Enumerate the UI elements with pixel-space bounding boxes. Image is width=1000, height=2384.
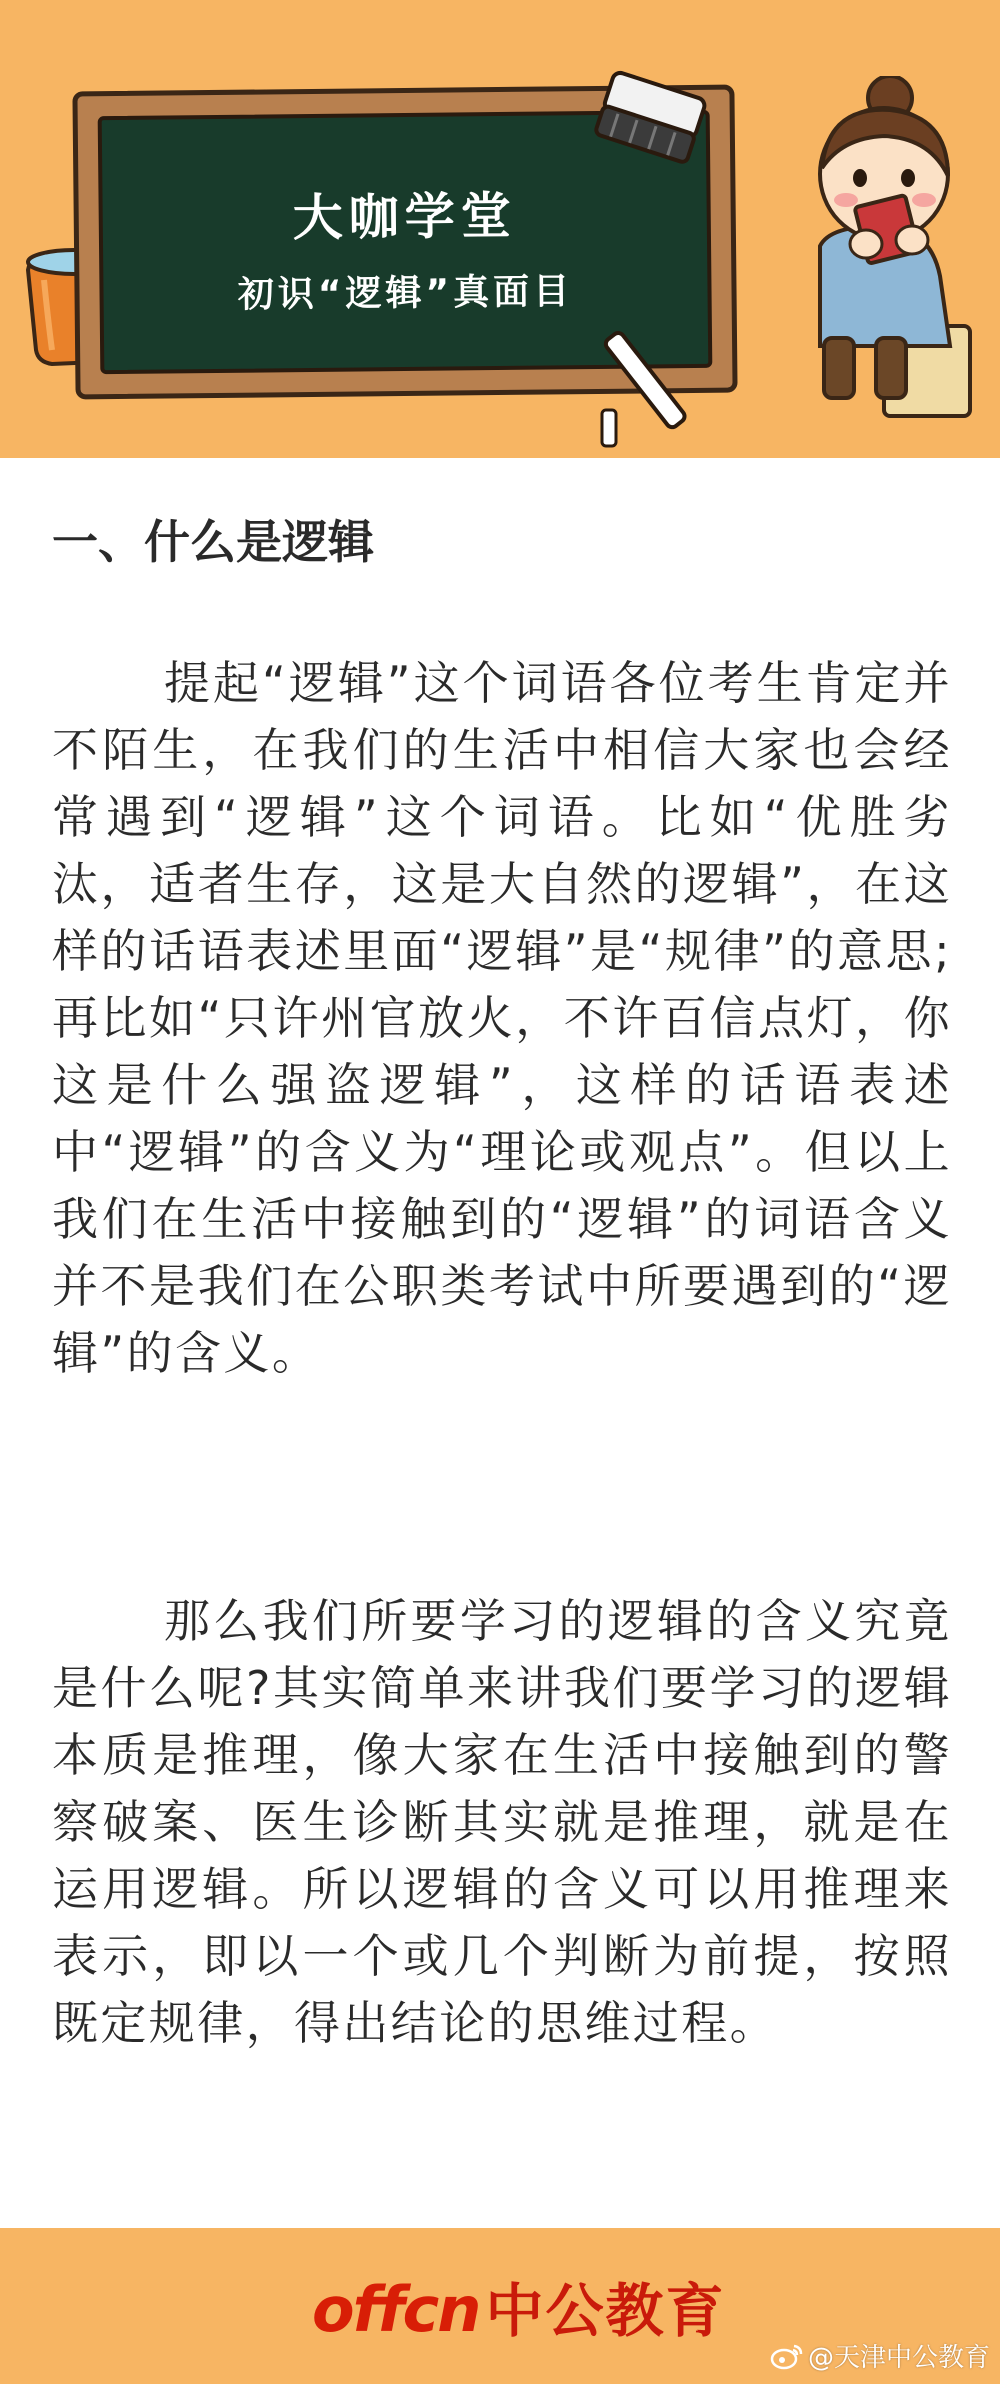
offcn-logo bbox=[312, 2264, 725, 2344]
weibo-icon bbox=[770, 2342, 804, 2370]
girl-character-illustration bbox=[780, 76, 980, 426]
banner-title: 大咖学堂 bbox=[292, 186, 518, 248]
footer-banner bbox=[0, 2228, 1000, 2384]
weibo-watermark bbox=[770, 2337, 990, 2374]
logo-chinese: 中公教育 bbox=[485, 2277, 726, 2345]
article-heading-block bbox=[52, 510, 952, 574]
section-heading: 一、什么是逻辑 bbox=[52, 515, 374, 569]
watermark-text: @天津中公教育 bbox=[807, 2343, 990, 2373]
paragraph-2: 那么我们所要学习的逻辑的含义究竟是什么呢?其实简单来讲我们要学习的逻辑本质是推理，像大家在生活中接触到的警察破案、医生诊断其实就是推理，就是在运用逻辑。所以逻辑的含义可以用推理来表示，即以一个或几个判断为前提，按照既定规律，得出结论的思维过程。 bbox=[52, 1594, 952, 2050]
banner-subtitle: 初识“逻辑”真面目 bbox=[237, 271, 574, 316]
header-banner bbox=[0, 0, 1000, 458]
eraser-illustration bbox=[588, 64, 712, 174]
logo-english: offcn bbox=[312, 2273, 480, 2346]
paragraph-1: 提起“逻辑”这个词语各位考生肯定并不陌生，在我们的生活中相信大家也会经常遇到“逻辑”这个词语。比如“优胜劣汰，适者生存，这是大自然的逻辑”，在这样的话语表述里面“逻辑”是“规律”的意思;再比如“只许州官放火，不许百信点灯，你这是什么强盗逻辑”，这样的话语表述中“逻辑”的含义为“理论或观点”。但以上我们在生活中接触到的“逻辑”的词语含义并不是我们在公职类考试中所要遇到的“逻辑”的含义。 bbox=[52, 656, 952, 1380]
chalk-illustration bbox=[590, 310, 710, 450]
